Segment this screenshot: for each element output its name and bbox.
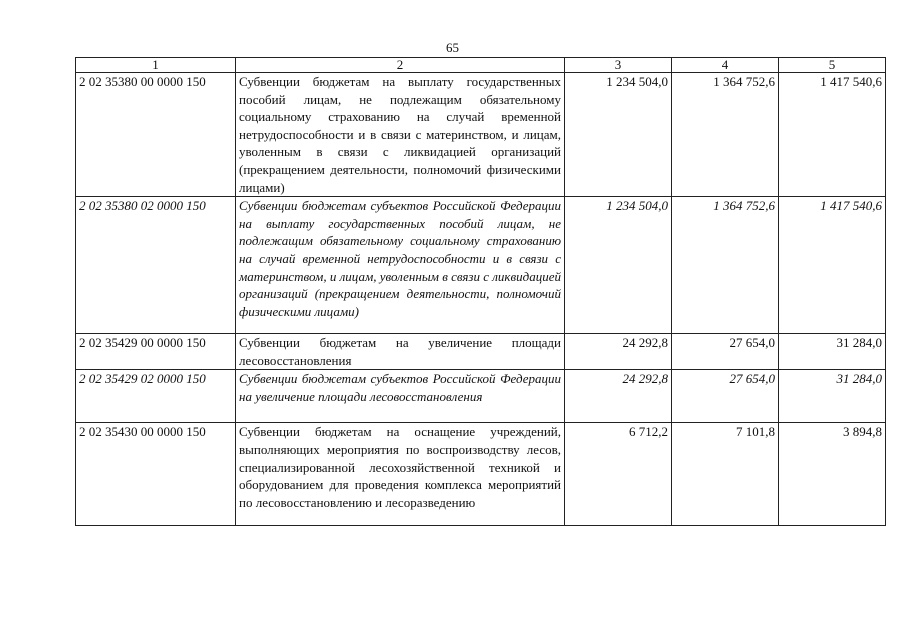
value-col4: 7 101,8 — [672, 423, 779, 526]
budget-table — [75, 57, 886, 526]
value-col4: 1 364 752,6 — [672, 73, 779, 197]
value-col5: 1 417 540,6 — [779, 197, 886, 334]
table-row — [76, 423, 886, 526]
item-name: Субвенции бюджетам на увеличение площади лесовосстановления — [236, 334, 565, 370]
budget-code: 2 02 35429 02 0000 150 — [76, 370, 236, 423]
value-col3: 24 292,8 — [565, 334, 672, 370]
item-name: Субвенции бюджетам субъектов Российской Федерации на выплату государственных пособий лицам, не подлежащим обязательному социальному страхованию на случай временной нетрудоспособности и в связи с материнством, и лицам, уволенным в связи с ликвидацией организаций (прекращением деятельности, полномочий физическими лицами) — [236, 197, 565, 334]
page-number: 65 — [446, 40, 459, 55]
column-header: 4 — [672, 58, 779, 73]
item-name: Субвенции бюджетам на выплату государственных пособий лицам, не подлежащим обязательному социальному страхованию на случай временной нетрудоспособности и в связи с материнством, и лицам, уволенным в связи с ликвидацией организаций (прекращением деятельности, полномочий физическими лицами) — [236, 73, 565, 197]
item-name: Субвенции бюджетам субъектов Российской Федерации на увеличение площади лесовосстановления — [236, 370, 565, 423]
budget-code: 2 02 35380 02 0000 150 — [76, 197, 236, 334]
table-row — [76, 334, 886, 370]
value-col5: 1 417 540,6 — [779, 73, 886, 197]
value-col3: 6 712,2 — [565, 423, 672, 526]
value-col5: 31 284,0 — [779, 370, 886, 423]
budget-code: 2 02 35430 00 0000 150 — [76, 423, 236, 526]
item-name: Субвенции бюджетам на оснащение учреждений, выполняющих мероприятия по воспроизводству лесов, специализированной лесохозяйственной техникой и оборудованием для проведения комплекса мероприятий по лесовосстановлению и лесоразведению — [236, 423, 565, 526]
value-col4: 27 654,0 — [672, 334, 779, 370]
value-col3: 1 234 504,0 — [565, 73, 672, 197]
table-header-row — [76, 58, 886, 73]
column-header: 5 — [779, 58, 886, 73]
value-col5: 3 894,8 — [779, 423, 886, 526]
column-header: 2 — [236, 58, 565, 73]
table-row — [76, 73, 886, 197]
budget-code: 2 02 35429 00 0000 150 — [76, 334, 236, 370]
value-col3: 24 292,8 — [565, 370, 672, 423]
value-col4: 1 364 752,6 — [672, 197, 779, 334]
column-header: 3 — [565, 58, 672, 73]
value-col3: 1 234 504,0 — [565, 197, 672, 334]
table-row — [76, 370, 886, 423]
budget-code: 2 02 35380 00 0000 150 — [76, 73, 236, 197]
column-header: 1 — [76, 58, 236, 73]
value-col5: 31 284,0 — [779, 334, 886, 370]
value-col4: 27 654,0 — [672, 370, 779, 423]
table-row — [76, 197, 886, 334]
